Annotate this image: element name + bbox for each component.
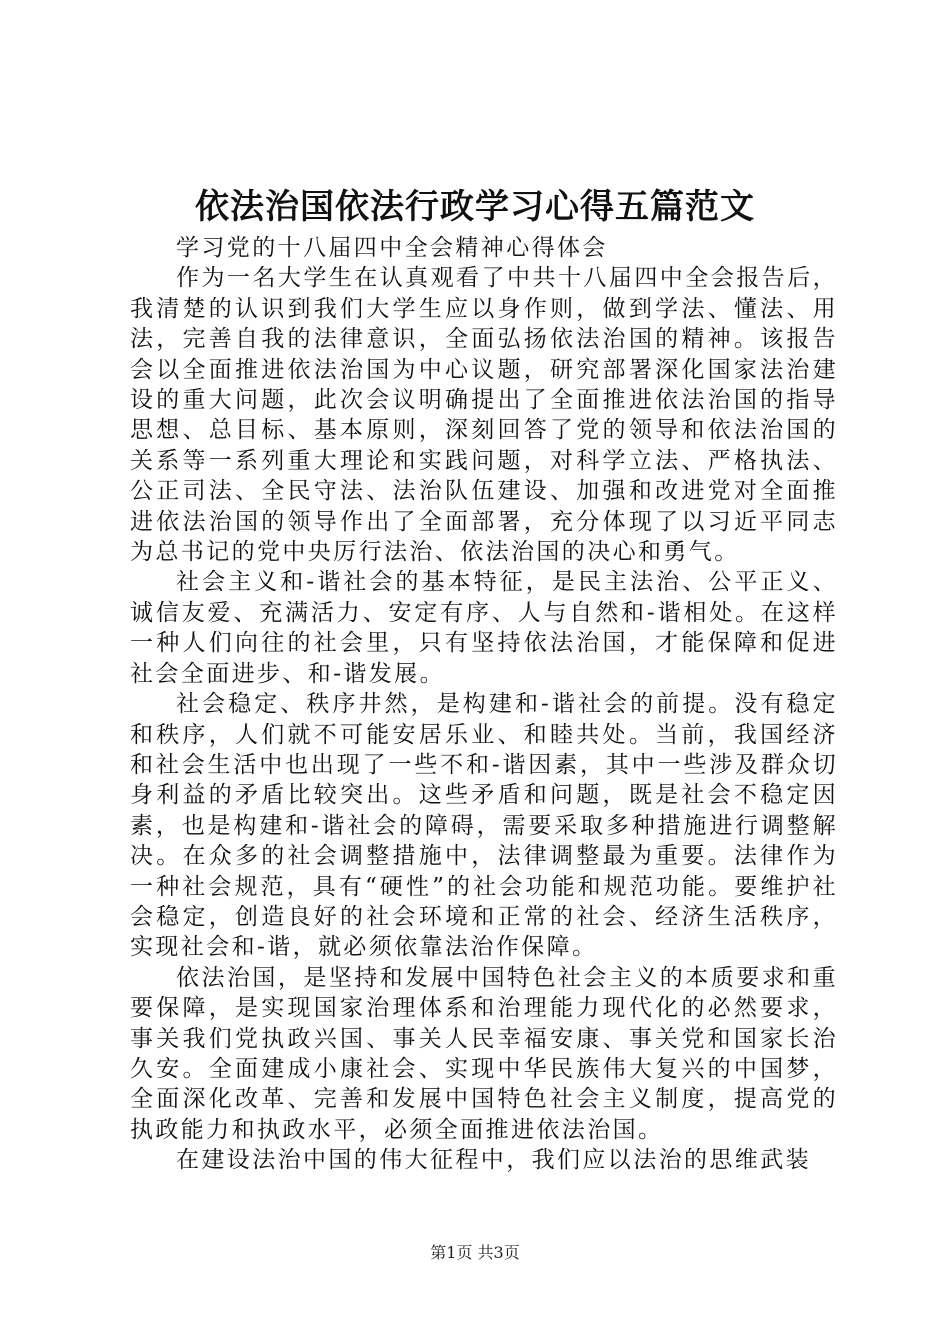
document-body	[130, 233, 838, 1176]
paragraph: 依法治国，是坚持和发展中国特色社会主义的本质要求和重要保障，是实现国家治理体系和治理能力现代化的必然要求，事关我们党执政兴国、事关人民幸福安康、事关党和国家长治久安。全面建成小康社会、实现中华民族伟大复兴的中国梦，全面深化改革、完善和发展中国特色社会主义制度，提高党的执政能力和执政水平，必须全面推进依法治国。	[130, 964, 838, 1143]
paragraph: 社会稳定、秩序井然，是构建和-谐社会的前提。没有稳定和秩序，人们就不可能安居乐业、和睦共处。当前，我国经济和社会生活中也出现了一些不和-谐因素，其中一些涉及群众切身利益的矛盾比较突出。这些矛盾和问题，既是社会不稳定因素，也是构建和-谐社会的障碍，需要采取多种措施进行调整解决。在众多的社会调整措施中，法律调整最为重要。法律作为一种社会规范，具有“硬性”的社会功能和规范功能。要维护社会稳定，创造良好的社会环境和正常的社会、经济生活秩序，实现社会和-谐，就必须依靠法治作保障。	[130, 691, 838, 961]
document-title: 依法治国依法行政学习心得五篇范文	[195, 187, 755, 227]
paragraph: 作为一名大学生在认真观看了中共十八届四中全会报告后，我清楚的认识到我们大学生应以身作则，做到学法、懂法、用法，完善自我的法律意识，全面弘扬依法治国的精神。该报告会以全面推进依法治国为中心议题，研究部署深化国家法治建设的重大问题，此次会议明确提出了全面推进依法治国的指导思想、总目标、基本原则，深刻回答了党的领导和依法治国的关系等一系列重大理论和实践问题，对科学立法、严格执法、公正司法、全民守法、法治队伍建设、加强和改进党对全面推进依法治国的领导作出了全面部署，充分体现了以习近平同志为总书记的党中央厉行法治、依法治国的决心和勇气。	[130, 265, 838, 566]
page-footer: 第1页 共3页	[430, 1243, 520, 1262]
paragraph-subtitle: 学习党的十八届四中全会精神心得体会	[176, 235, 608, 261]
paragraph: 社会主义和-谐社会的基本特征，是民主法治、公平正义、诚信友爱、充满活力、安定有序、人与自然和-谐相处。在这样一种人们向往的社会里，只有坚持依法治国，才能保障和促进社会全面进步、和-谐发展。	[130, 569, 838, 687]
paragraph: 在建设法治中国的伟大征程中，我们应以法治的思维武装	[176, 1147, 811, 1174]
